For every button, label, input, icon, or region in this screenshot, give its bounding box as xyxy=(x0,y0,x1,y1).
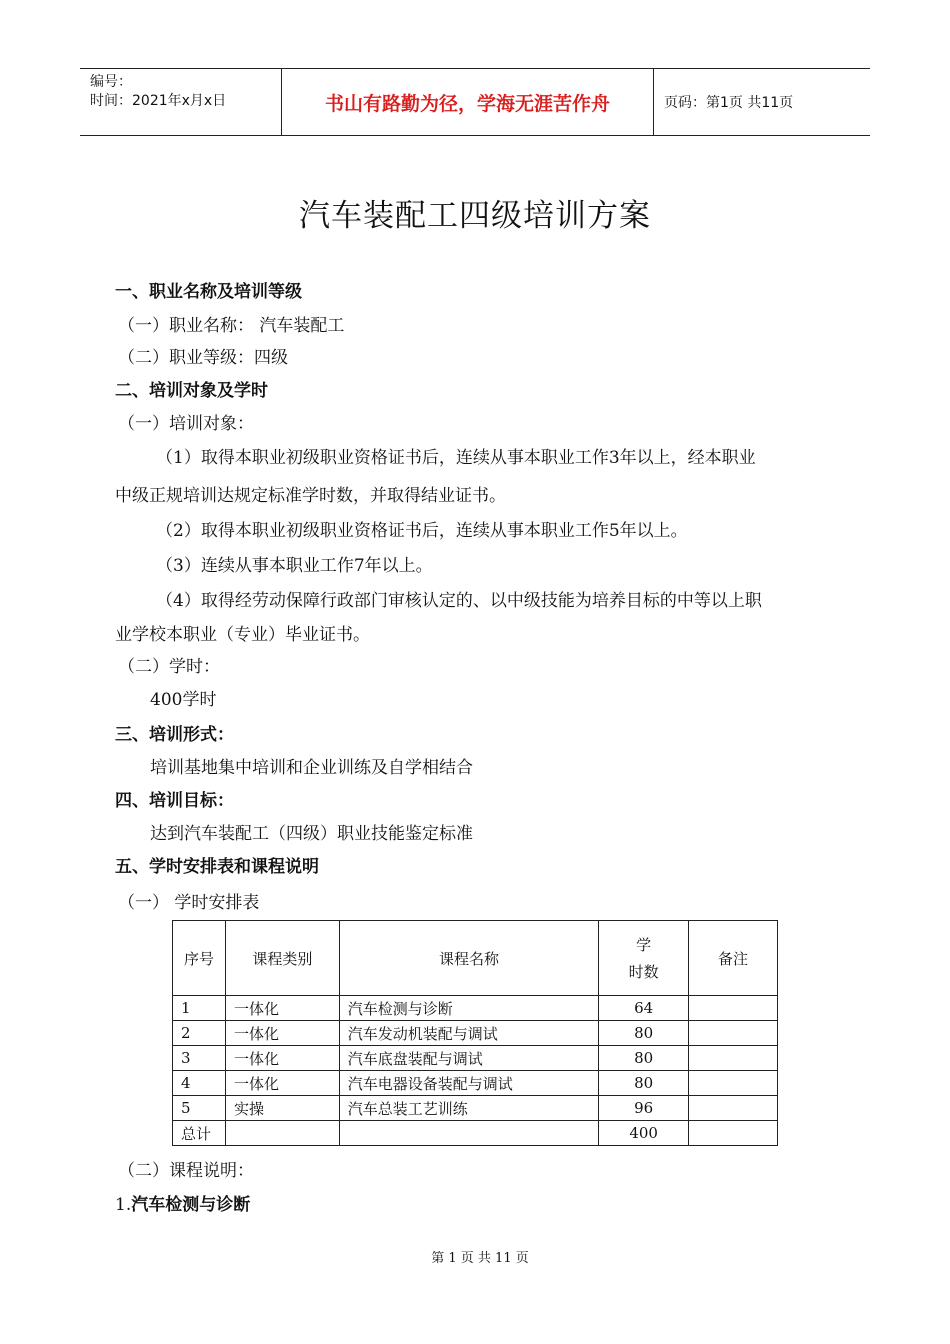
trainee-criterion-1-line1: （1）取得本职业初级职业资格证书后，连续从事本职业工作3年以上，经本职业 xyxy=(156,448,756,468)
row-hours: 80 xyxy=(599,1071,689,1096)
row-no: 1 xyxy=(173,996,226,1021)
hours-value: 400学时 xyxy=(150,690,217,710)
header-page-info: 页码：第1页 共11页 xyxy=(664,95,794,111)
row-name: 汽车检测与诊断 xyxy=(339,996,598,1021)
training-goal-text: 达到汽车装配工（四级）职业技能鉴定标准 xyxy=(150,824,473,844)
job-name-line: （一）职业名称： 汽车装配工 xyxy=(118,316,345,336)
row-type: 实操 xyxy=(225,1096,339,1121)
course-1-title: 汽车检测与诊断 xyxy=(131,1195,251,1215)
row-name: 汽车底盘装配与调试 xyxy=(339,1046,598,1071)
page-header xyxy=(80,68,870,136)
trainee-criterion-2: （2）取得本职业初级职业资格证书后，连续从事本职业工作5年以上。 xyxy=(156,521,688,541)
job-level-line: （二）职业等级：四级 xyxy=(118,348,288,368)
section-5-heading: 五、学时安排表和课程说明 xyxy=(115,857,319,877)
row-remark xyxy=(689,1096,778,1121)
row-remark xyxy=(689,996,778,1021)
time-label: 时间：2021年x月x日 xyxy=(90,93,227,109)
total-empty-remark xyxy=(689,1121,778,1146)
row-type: 一体化 xyxy=(225,1021,339,1046)
course-1-number: 1. xyxy=(115,1195,132,1215)
total-hours: 400 xyxy=(599,1121,689,1146)
row-remark xyxy=(689,1071,778,1096)
header-hours xyxy=(599,921,689,996)
row-name: 汽车发动机装配与调试 xyxy=(339,1021,598,1046)
header-remark: 备注 xyxy=(689,921,778,996)
trainee-criterion-3: （3）连续从事本职业工作7年以上。 xyxy=(156,556,433,576)
schedule-table xyxy=(172,920,778,1146)
row-name: 汽车电器设备装配与调试 xyxy=(339,1071,598,1096)
trainee-criterion-1-line2: 中级正规培训达规定标准学时数，并取得结业证书。 xyxy=(115,486,506,506)
table-row xyxy=(173,1046,778,1071)
number-label: 编号： xyxy=(90,74,132,90)
header-motto: 书山有路勤为径，学海无涯苦作舟 xyxy=(281,69,654,135)
row-hours: 96 xyxy=(599,1096,689,1121)
section-3-heading: 三、培训形式： xyxy=(115,725,234,745)
row-name: 汽车总装工艺训练 xyxy=(339,1096,598,1121)
section-1-heading: 一、职业名称及培训等级 xyxy=(115,282,302,302)
row-type: 一体化 xyxy=(225,1071,339,1096)
header-name: 课程名称 xyxy=(339,921,598,996)
trainees-subheading: （一）培训对象： xyxy=(118,414,254,434)
row-type: 一体化 xyxy=(225,1046,339,1071)
header-hours-line2: 时数 xyxy=(628,963,659,981)
row-no: 4 xyxy=(173,1071,226,1096)
total-empty-type xyxy=(225,1121,339,1146)
section-4-heading: 四、培训目标： xyxy=(115,791,234,811)
course-1-heading xyxy=(115,1190,250,1215)
trainee-criterion-4-line2: 业学校本职业（专业）毕业证书。 xyxy=(115,625,370,645)
row-type: 一体化 xyxy=(225,996,339,1021)
table-row xyxy=(173,996,778,1021)
table-header-row xyxy=(173,921,778,996)
schedule-subheading: （一） 学时安排表 xyxy=(118,893,260,913)
hours-subheading: （二）学时： xyxy=(118,657,220,677)
table-total-row xyxy=(173,1121,778,1146)
header-meta xyxy=(80,69,281,135)
table-row xyxy=(173,1096,778,1121)
row-remark xyxy=(689,1046,778,1071)
row-hours: 64 xyxy=(599,996,689,1021)
training-form-text: 培训基地集中培训和企业训练及自学相结合 xyxy=(150,758,473,778)
course-desc-subheading: （二）课程说明： xyxy=(118,1161,254,1181)
header-no: 序号 xyxy=(173,921,226,996)
section-2-heading: 二、培训对象及学时 xyxy=(115,381,268,401)
page-footer: 第 1 页 共 11 页 xyxy=(431,1251,529,1266)
table-row xyxy=(173,1071,778,1096)
row-no: 5 xyxy=(173,1096,226,1121)
table-row xyxy=(173,1021,778,1046)
row-hours: 80 xyxy=(599,1046,689,1071)
total-label: 总计 xyxy=(173,1121,226,1146)
trainee-criterion-4-line1: （4）取得经劳动保障行政部门审核认定的、以中级技能为培养目标的中等以上职 xyxy=(156,591,762,611)
document-title: 汽车装配工四级培训方案 xyxy=(299,198,651,234)
header-type: 课程类别 xyxy=(225,921,339,996)
row-no: 2 xyxy=(173,1021,226,1046)
header-hours-line1: 学 xyxy=(636,936,652,954)
row-no: 3 xyxy=(173,1046,226,1071)
total-empty-name xyxy=(339,1121,598,1146)
row-hours: 80 xyxy=(599,1021,689,1046)
row-remark xyxy=(689,1021,778,1046)
